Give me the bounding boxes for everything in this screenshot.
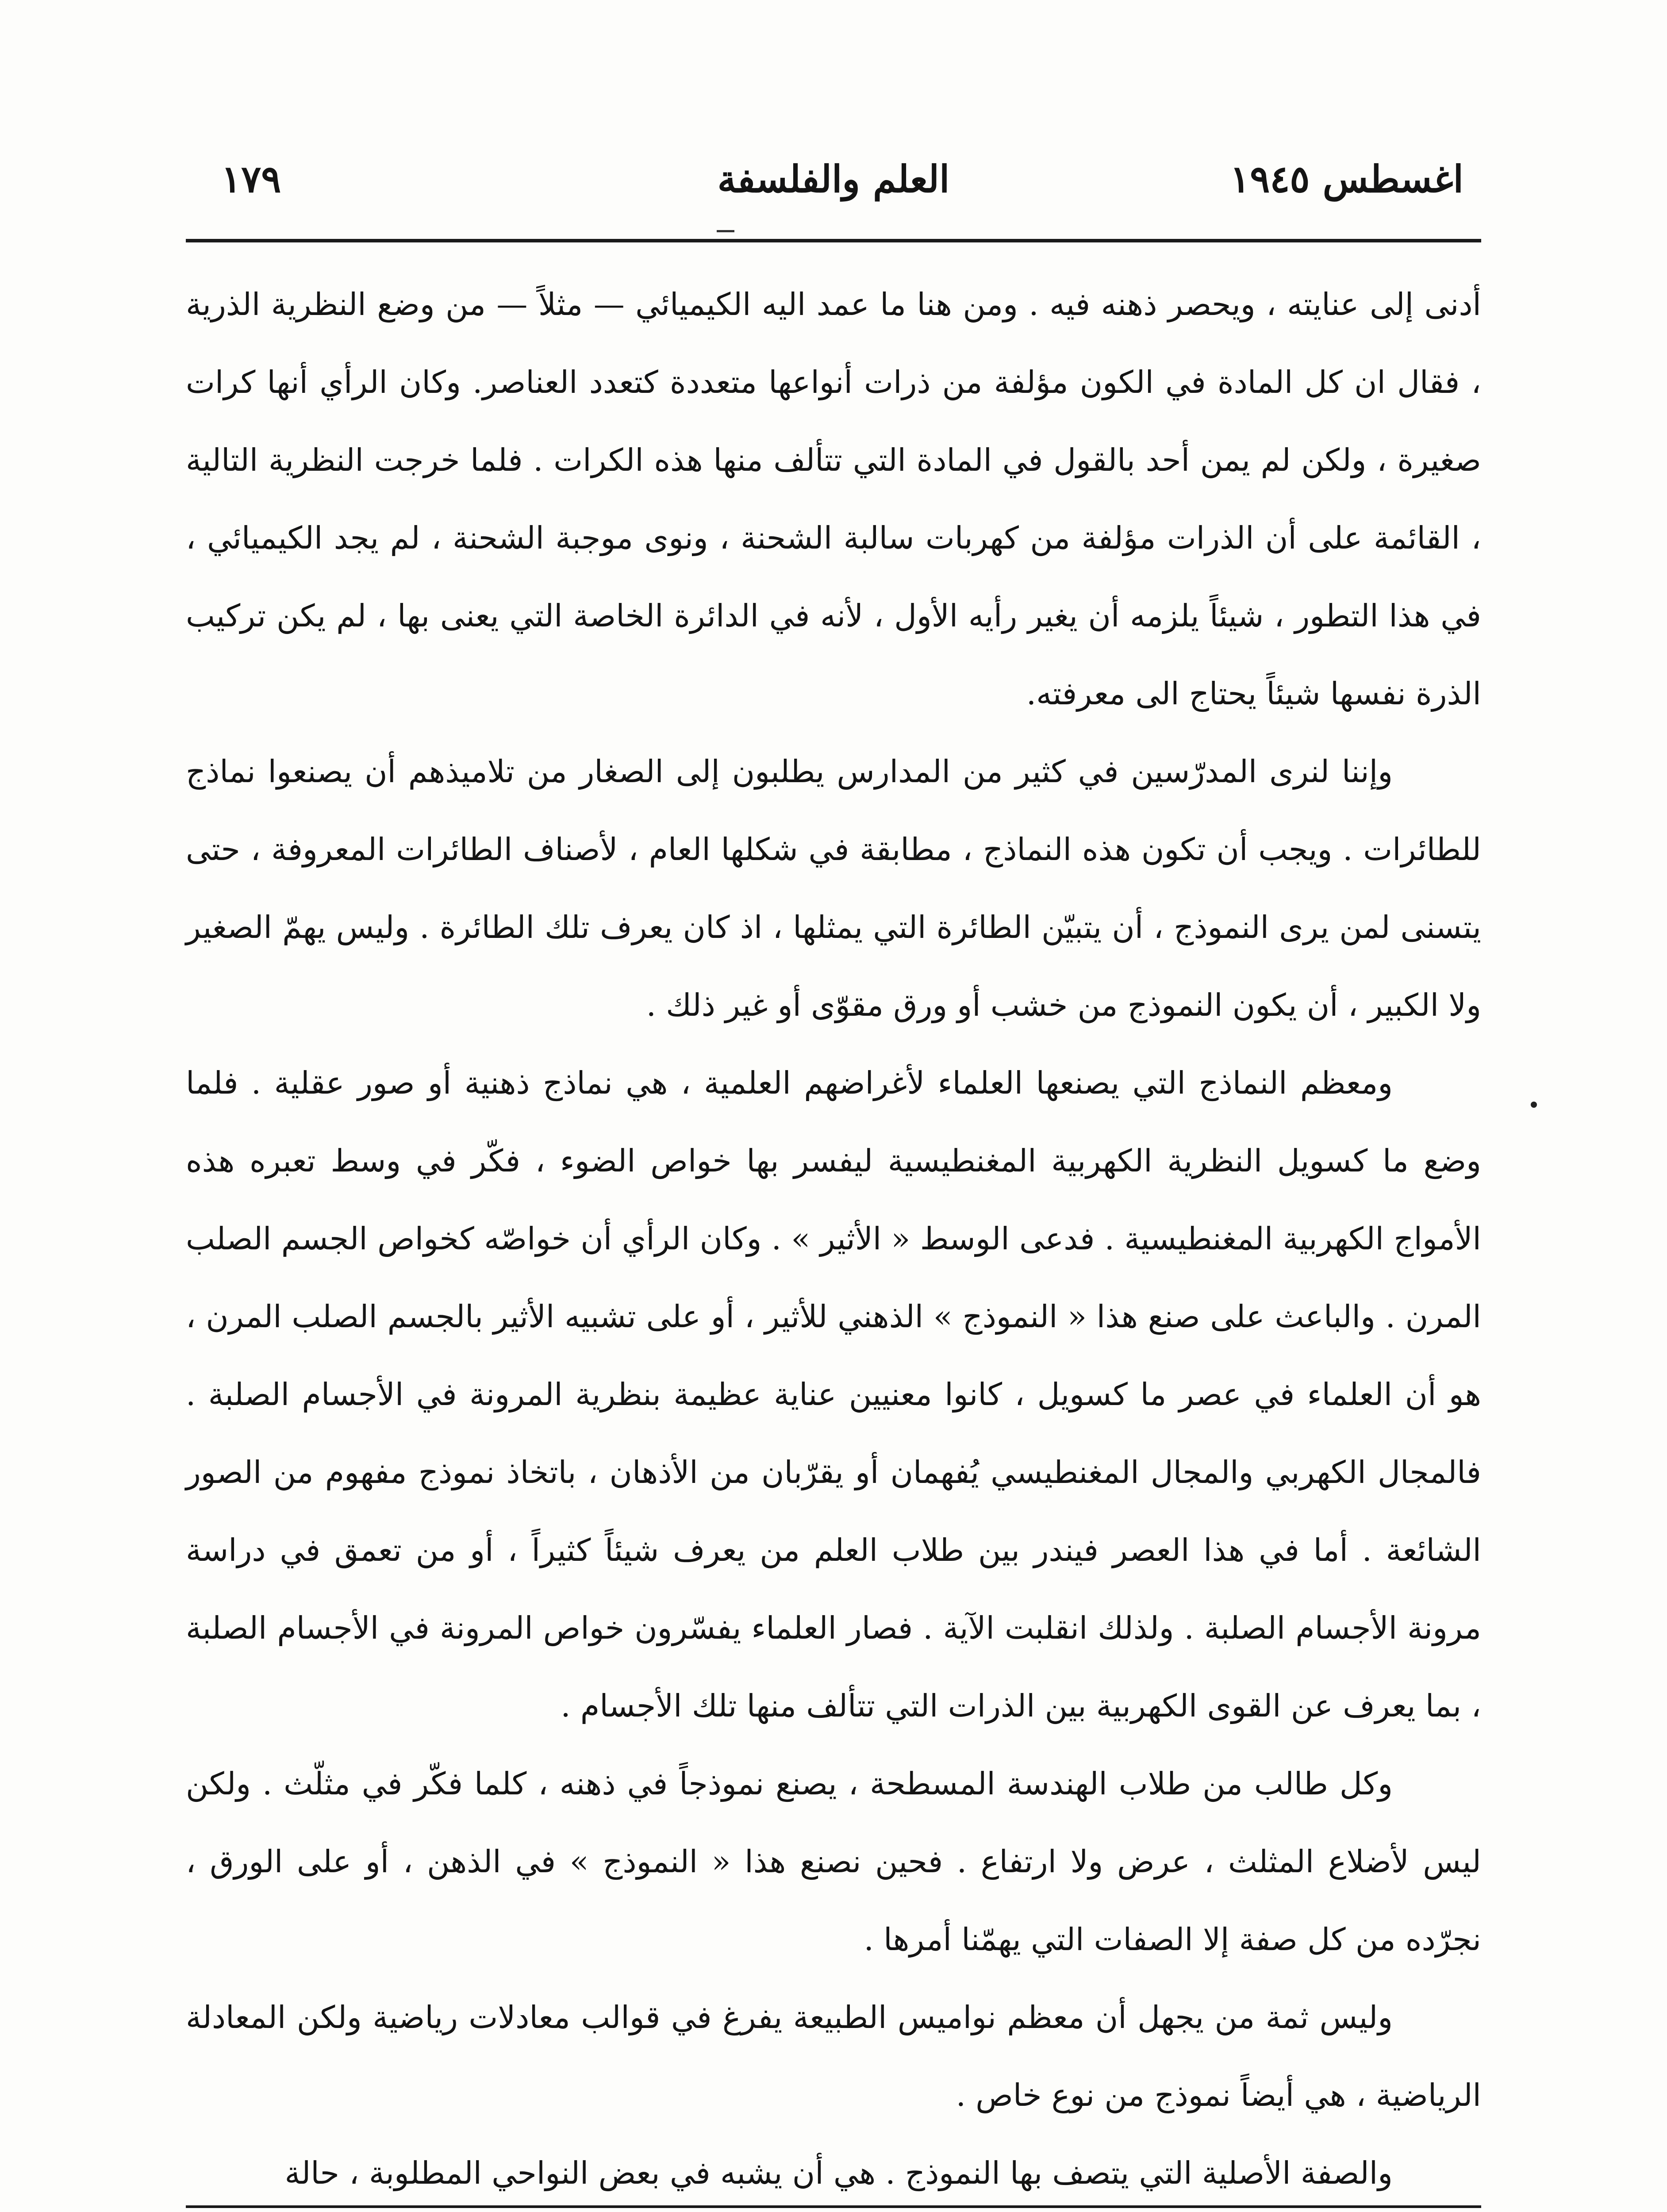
article-body (186, 265, 1481, 2212)
running-header (186, 146, 1481, 212)
paragraph-geometry: وكل طالب من طلاب الهندسة المسطحة ، يصنع نموذجاً في ذهنه ، كلما فكّر في مثلّث . ولكن ليس لأضلاع المثلث ، عرض ولا ارتفاع . فحين نصنع هذا « النموذج » في الذهن ، أو على الورق ، نجرّده من كل صفة إلا الصفات التي يهمّنا أمرها . (186, 1766, 1481, 1958)
footer-line (186, 2208, 1481, 2212)
paragraph-model-property: والصفة الأصلية التي يتصف بها النموذج . هي أن يشبه في بعض النواحي المطلوبة ، حالة (284, 2155, 1393, 2191)
header-title: العلم والفلسفة (717, 157, 950, 201)
header-date: اغسطس ١٩٤٥ (1230, 157, 1463, 201)
paragraph-atomic-theory: أدنى إلى عنايته ، ويحصر ذهنه فيه . ومن هنا ما عمد اليه الكيميائي — مثلاً — من وضع النظرية الذرية ، فقال ان كل المادة في الكون مؤلفة من ذرات أنواعها متعددة كتعدد العناصر. وكان الرأي أنها كرات صغيرة ، ولكن لم يمن أحد بالقول في المادة التي تتألف منها هذه الكرات . فلما خرجت النظرية التالية ، القائمة على أن الذرات مؤلفة من كهربات سالبة الشحنة ، ونوى موجبة الشحنة ، لم يجد الكيميائي ، في هذا التطور ، شيئاً يلزمه أن يغير رأيه الأول ، لأنه في الدائرة الخاصة التي يعنى بها ، لم يكن تركيب الذرة نفسها شيئاً يحتاج الى معرفته. (186, 286, 1481, 712)
paragraph-airplane-models: وإننا لنرى المدرّسين في كثير من المدارس يطلبون إلى الصغار من تلاميذهم أن يصنعوا نماذج للطائرات . ويجب أن تكون هذه النماذج ، مطابقة في شكلها العام ، لأصناف الطائرات المعروفة ، حتى يتسنى لمن يرى النموذج ، أن يتبيّن الطائرة التي يمثلها ، اذ كان يعرف تلك الطائرة . وليس يهمّ الصغير ولا الكبير ، أن يكون النموذج من خشب أو ورق مقوّى أو غير ذلك . (186, 753, 1481, 1023)
paragraph-equations: وليس ثمة من يجهل أن معظم نواميس الطبيعة يفرغ في قوالب معادلات رياضية ولكن المعادلة الرياضية ، هي أيضاً نموذج من نوع خاص . (186, 1999, 1481, 2113)
header-mark (717, 230, 734, 232)
page-number: ١٧٩ (221, 157, 281, 201)
paragraph-mental-models: ومعظم النماذج التي يصنعها العلماء لأغراضهم العلمية ، هي نماذج ذهنية أو صور عقلية . فلما وضع ما كسويل النظرية الكهربية المغنطيسية ليفسر بها خواص الضوء ، فكّر في وسط تعبره هذه الأمواج الكهربية المغنطيسية . فدعى الوسط « الأثير » . وكان الرأي أن خواصّه كخواص الجسم الصلب المرن . والباعث على صنع هذا « النموذج » الذهني للأثير ، أو على تشبيه الأثير بالجسم الصلب المرن ، هو أن العلماء في عصر ما كسويل ، كانوا معنيين عناية عظيمة بنظرية المرونة في الأجسام الصلبة . فالمجال الكهربي والمجال المغنطيسي يُفهمان أو يقرّبان من الأذهان ، باتخاذ نموذج مفهوم من الصور الشائعة . أما في هذا العصر فيندر بين طلاب العلم من يعرف شيئاً كثيراً ، أو من تعمق في دراسة مرونة الأجسام الصلبة . ولذلك انقلبت الآية . فصار العلماء يفسّرون خواص المرونة في الأجسام الصلبة ، بما يعرف عن القوى الكهربية بين الذرات التي تتألف منها تلك الأجسام . (186, 1065, 1481, 1724)
margin-dot (1531, 1102, 1537, 1108)
header-rule (186, 239, 1481, 242)
